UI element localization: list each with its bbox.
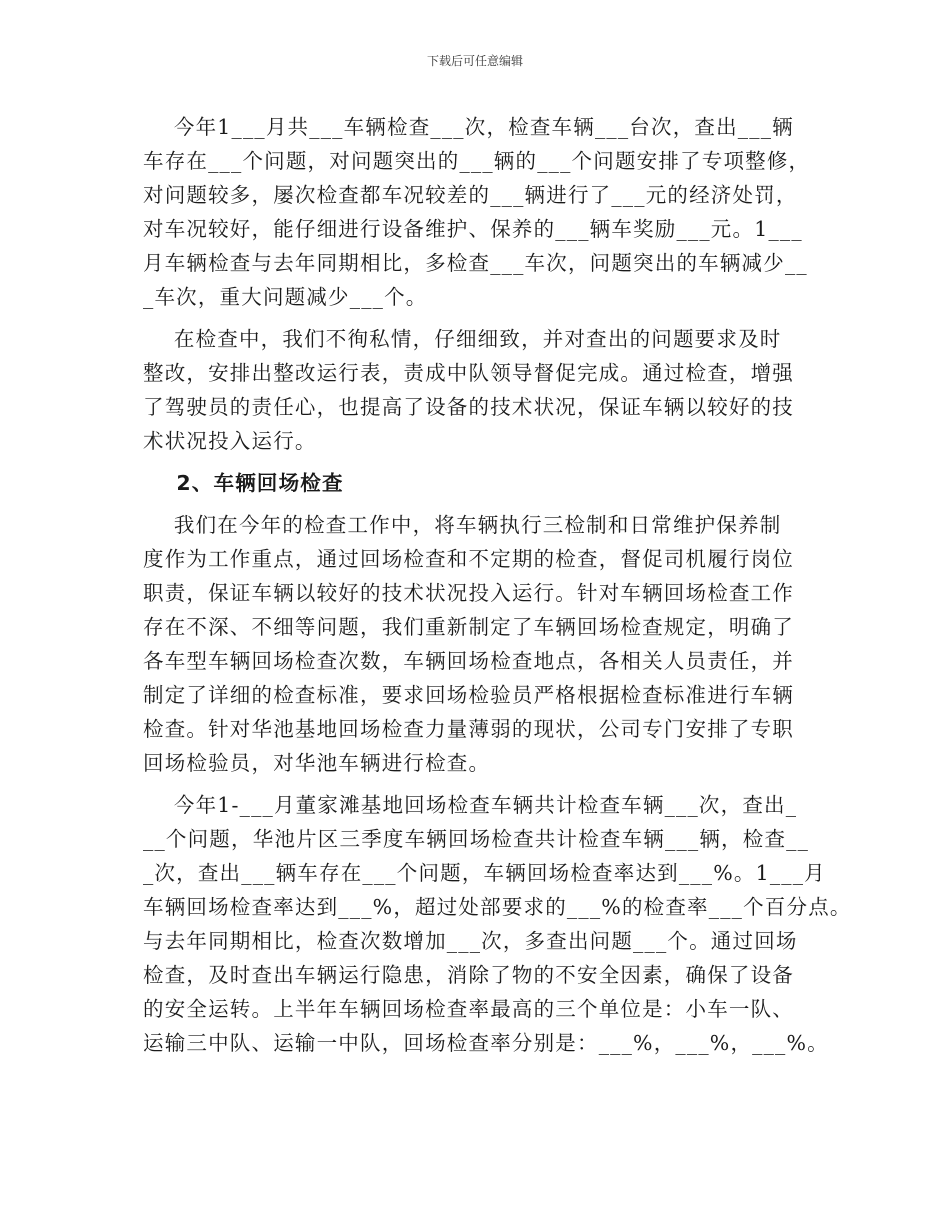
document-body [143, 110, 852, 1060]
paragraph [143, 110, 815, 314]
text-line: 的安全运转。上半年车辆回场检查率最高的三个单位是：小车一队、 [143, 997, 794, 1021]
text-line: 存在不深、不细等问题，我们重新制定了车辆回场检查规定，明确了 [143, 615, 794, 639]
text-line: 对车况较好，能仔细进行设备维护、保养的___辆车奖励___元。1___ [143, 217, 803, 241]
text-line: 了驾驶员的责任心，也提高了设备的技术状况，保证车辆以较好的技 [143, 395, 794, 419]
text-line: 检查。针对华池基地回场检查力量薄弱的现状，公司专门安排了专职 [143, 717, 794, 741]
text-line: _次，查出___辆车存在___个问题，车辆回场检查率达到___%。1___月 [143, 861, 826, 885]
page-header: 下载后可任意编辑 [426, 54, 523, 68]
text-line: __个问题，华池片区三季度车辆回场检查共计检查车辆___辆，检查__ [143, 827, 810, 851]
paragraph [143, 508, 815, 780]
text-line: 检查，及时查出车辆运行隐患，消除了物的不安全因素，确保了设备 [143, 963, 794, 987]
text-line: 术状况投入运行。 [143, 429, 317, 453]
text-line: 回场检验员，对华池车辆进行检查。 [143, 751, 491, 775]
heading-line: 2、车辆回场检查 [143, 471, 344, 495]
text-line: 今年1___月共___车辆检查___次，检查车辆___台次，查出___辆 [143, 115, 794, 139]
text-line: 对问题较多，屡次检查都车况较差的___辆进行了___元的经济处罚， [143, 183, 798, 207]
text-line: 在检查中，我们不徇私情，仔细细致，并对查出的问题要求及时 [143, 327, 782, 351]
text-line: 车存在___个问题，对问题突出的___辆的___个问题安排了专项整修， [143, 149, 811, 173]
text-line: 我们在今年的检查工作中，将车辆执行三检制和日常维护保养制 [143, 513, 782, 537]
text-line: 与去年同期相比，检查次数增加___次，多查出问题___个。通过回场 [143, 929, 798, 953]
text-line: 运输三中队、运输一中队，回场检查率分别是：___%，___%，___%。 [143, 1031, 829, 1055]
text-line: 今年1-___月董家滩基地回场检查车辆共计检查车辆___次，查出_ [143, 793, 798, 817]
text-line: 职责，保证车辆以较好的技术状况投入运行。针对车辆回场检查工作 [143, 581, 794, 605]
text-line: 车辆回场检查率达到___%，超过处部要求的___%的检查率___个百分点。 [143, 895, 852, 919]
text-line: 月车辆检查与去年同期相比，多检查___车次，问题突出的车辆减少__ [143, 251, 808, 275]
paragraph [143, 788, 852, 1060]
text-line: 各车型车辆回场检查次数，车辆回场检查地点，各相关人员责任，并 [143, 649, 794, 673]
text-line: 整改，安排出整改运行表，责成中队领导督促完成。通过检查，增强 [143, 361, 794, 385]
text-line: 制定了详细的检查标准，要求回场检验员严格根据检查标准进行车辆 [143, 683, 794, 707]
section-heading [143, 466, 815, 500]
text-line: 度作为工作重点，通过回场检查和不定期的检查，督促司机履行岗位 [143, 547, 794, 571]
paragraph [143, 322, 815, 458]
text-line: _车次，重大问题减少___个。 [143, 285, 428, 309]
